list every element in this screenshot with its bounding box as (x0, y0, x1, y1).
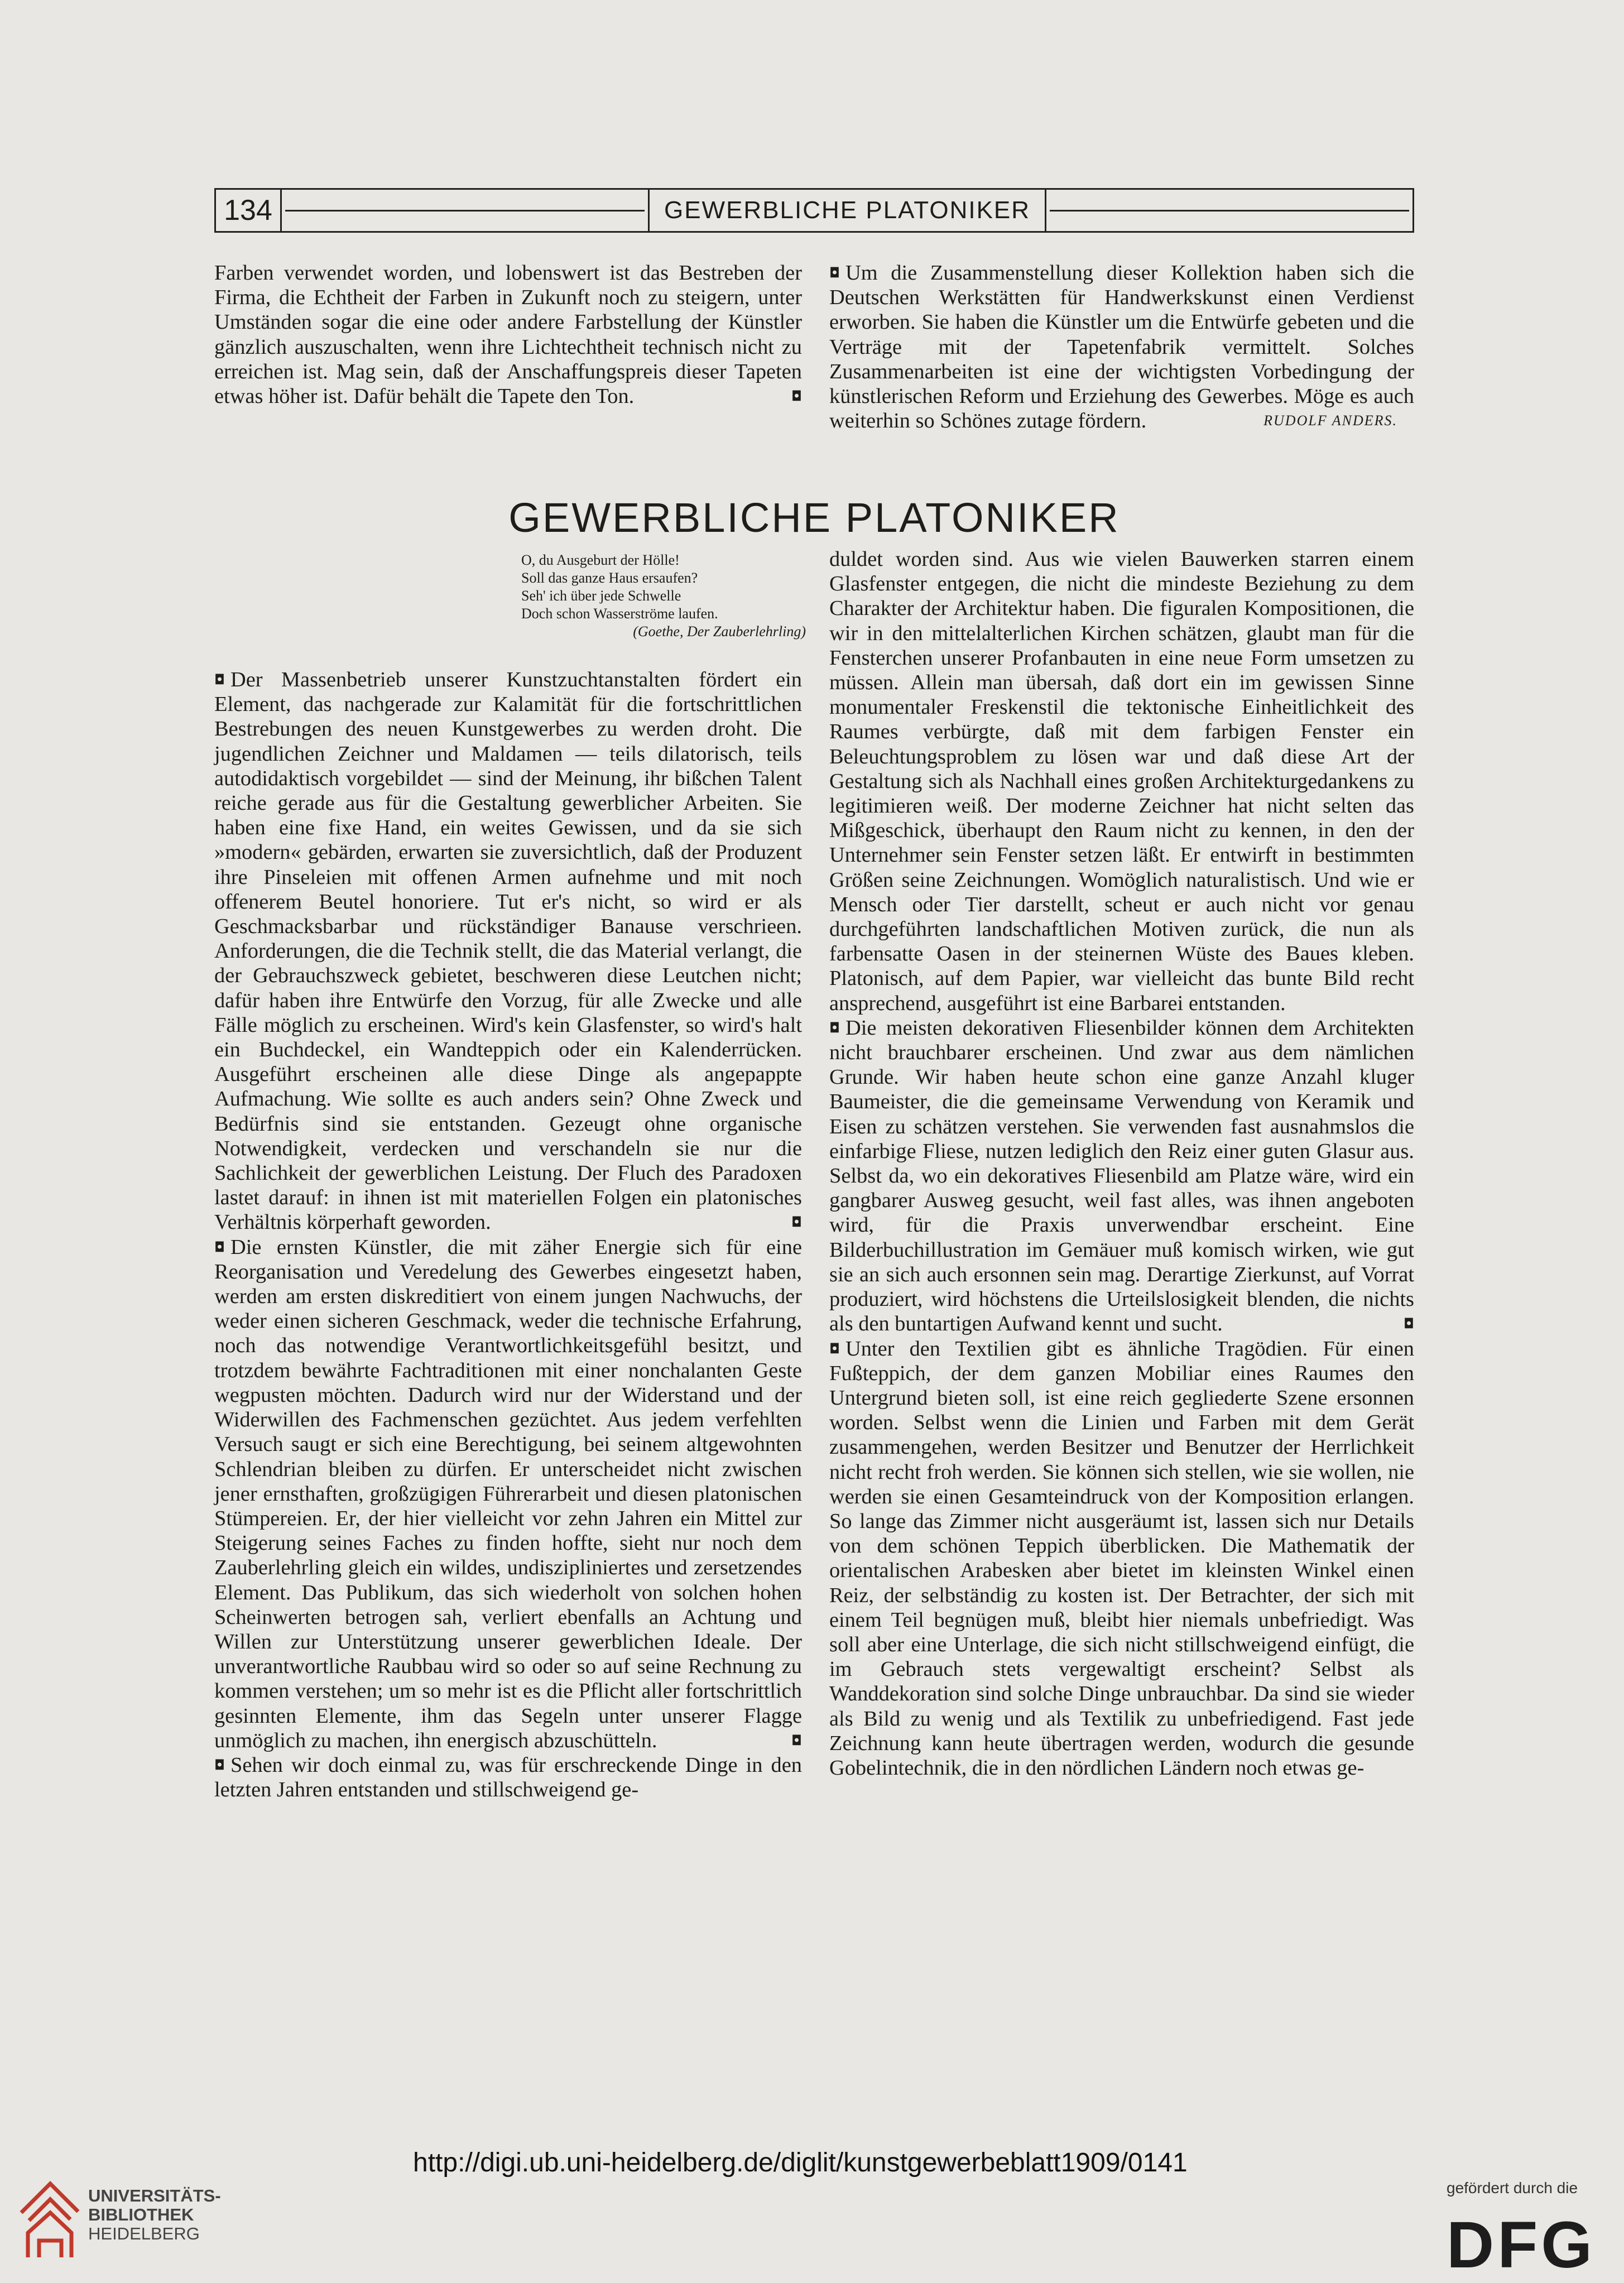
library-line: BIBLIOTHEK (88, 2205, 194, 2224)
article-title: GEWERBLICHE PLATONIKER (508, 494, 1120, 541)
article-paragraph: ◘ Unter den Textilien gibt es ähnliche Tragödien. Für einen Fußteppich, der dem ganzen Mobiliar eines Raumes den Untergrund bieten soll, ist eine reich gegliederte Szene ersonnen worden. Selbst wenn die Linien und Farben mit dem Gerät zusammengehen, werden Besitzer und Benutzer der Herrlichkeit nicht recht froh werden. Sie können sich stellen, wie sie wollen, nie werden sie einen Gesamteindruck von der Komposition erlangen. So lange das Zimmer nicht ausgeräumt ist, lassen sich nur Details von dem schönen Teppich überblicken. Die Mathematik der orientalischen Arabesken aber bietet im kleinsten Winkel einen Reiz, der selbständig zu kosten ist. Der Betrachter, der sich mit einem Teil begnügen muß, bleibt hier niemals unbefriedigt. Was soll aber eine Unterlage, die sich nicht stillschweigend einfügt, die im Gebrauch stets vergewaltigt erscheint? Selbst als Wanddekoration sind solche Dinge unbrauchbar. Da sind sie wieder als Bild zu wenig und als Textilik zu unbefriedigend. Fast jede Zeichnung kann heute übertragen werden, wodurch die gesunde Gobelintechnik, die in den nördlichen Ländern noch etwas ge- (829, 1337, 1414, 1780)
motto-line: Doch schon Wasserströme laufen. (521, 605, 718, 622)
article-paragraph: duldet worden sind. Aus wie vielen Bauwerken starren einem Glasfenster entgegen, die nicht die mindeste Beziehung zu dem Charakter der Architektur haben. Die figuralen Kompositionen, die wir in den mittelalterlichen Kirchen schätzen, glaubt man für die Fensterchen unserer Profanbauten in eine neue Form umsetzen zu müssen. Allein man übersah, daß dort ein im gewissen Sinne monumentaler Freskenstil die tektonische Einheitlichkeit des Raumes verbürgte, daß mit dem farbigen Fenster ein Beleuchtungsproblem zu lösen war und daß diese Art der Gestaltung sich als Nachhall eines großen Architekturgedankens zu legitimieren weiß. Der moderne Zeichner hat nicht selten das Mißgeschick, überhaupt den Raum nicht zu kennen, in den der Unternehmer sein Fenster setzen läßt. Er entwirft in bestimmten Größen seine Zeichnungen. Womöglich naturalistisch. Und wie er Mensch oder Tier darstellt, scheut er auch nicht vor genau durchgeführten landschaftlichen Motiven zurück, die nun als farbensatte Oasen in der steinernen Wüste des Baues kleben. Platonisch, auf dem Papier, war vielleicht das bunte Bild recht ansprechend, ausgeführt ist eine Barbarei entstanden. (829, 547, 1414, 1015)
running-title: GEWERBLICHE PLATONIKER (648, 190, 1046, 231)
paragraph-end-marker: ◘ (791, 1732, 802, 1748)
library-line: UNIVERSITÄTS- (88, 2186, 221, 2205)
top-left-paragraph: Farben verwendet worden, und lobenswert ist das Bestreben der Firma, die Echtheit der Farben in Zukunft noch zu steigern, unter Umständen sogar die eine oder andere Farbstellung der Künstler gänzlich auszuschalten, wenn ihre Lichtechtheit technisch nicht zu erreichen ist. Mag sein, daß der Anschaffungspreis dieser Tapeten etwas höher ist. Dafür behält die Tapete den Ton. ◘ (214, 261, 802, 408)
motto-line: O, du Ausgeburt der Hölle! (521, 552, 680, 568)
library-name (88, 2186, 221, 2243)
top-right-paragraph: ◘ Um die Zusammenstellung dieser Kollektion haben sich die Deutschen Werkstätten für Handwerkskunst einen Verdienst erworben. Sie haben die Künstler um die Entwürfe gebeten und die Verträge mit der Tapetenfabrik vermittelt. Solches Zusammenarbeiten ist eine der wichtigsten Vorbedingung der künstlerischen Reform und Erziehung des Gewerbes. Möge es auch weiterhin so Schönes zutage fördern. (829, 261, 1414, 433)
paragraph-marker: ◘ (214, 1757, 225, 1773)
article-left-column (214, 667, 802, 1802)
running-header (214, 188, 1414, 233)
paragraph-end-marker: ◘ (791, 388, 802, 405)
header-rule-right (1050, 210, 1409, 212)
motto-line: Soll das ganze Haus ersaufen? (521, 570, 698, 586)
motto-epigraph (521, 551, 806, 641)
motto-line: Seh' ich über jede Schwelle (521, 588, 681, 604)
motto-source: (Goethe, Der Zauberlehrling) (633, 623, 806, 640)
page-number: 134 (216, 190, 282, 231)
funding-label: gefördert durch die (1447, 2179, 1578, 2197)
article-paragraph: ◘ Die ernsten Künstler, die mit zäher Energie sich für eine Reorganisation und Veredelung des Gewerbes eingesetzt haben, werden am ersten diskreditiert von einem jungen Nachwuchs, der weder einen sicheren Geschmack, weder die technische Erfahrung, noch das notwendige Verantwortlichkeitsgefühl besitzt, und trotzdem bewährte Fachtraditionen mit einer nonchalanten Geste wegpusten möchten. Dadurch wird nur der Widerstand und der Widerwillen des Fachmenschen gezüchtet. Aus jedem verfehlten Versuch saugt er sich eine Berechtigung, bei seinem altgewohnten Schlendrian bleiben zu dürfen. Er unterscheidet nicht zwischen jener ernsthaften, großzügigen Führerarbeit und diesen platonischen Stümpereien. Er, der hier vielleicht vor zehn Jahren ein Mittel zur Steigerung seines Faches zu finden hoffte, sieht nur noch dem Zauberlehrling gleich ein wildes, undiszipliniertes und zersetzendes Element. Das Publikum, das sich wiederholt von solchen hohen Scheinwerten betrogen sah, verliert ebenfalls an Achtung und Willen zur Unterstützung unserer gewerblichen Ideale. Der unverantwortliche Raubbau wird so oder so auf seine Rechnung zu kommen verstehen; um so mehr ist es die Pflicht aller fortschrittlich gesinnten Elemente, ihm das Segeln unter unserer Flagge unmöglich zu machen, ihn energisch abzuschütteln. ◘ (214, 1235, 802, 1752)
paragraph-end-marker: ◘ (1404, 1316, 1414, 1332)
paragraph-marker: ◘ (829, 1340, 840, 1357)
article-paragraph: ◘ Der Massenbetrieb unserer Kunstzuchtanstalten fördert ein Element, das nachgerade zur Kalamität für die fortschrittlichen Bestrebungen des neuen Kunstgewerbes zu werden droht. Die jugendlichen Zeichner und Maldamen — teils dilatorisch, teils autodidaktisch vorgebildet — sind der Meinung, ihr bißchen Talent reiche gerade aus für die Gestaltung gewerblicher Arbeiten. Sie haben eine fixe Hand, ein weites Gewissen, und da sie sich »modern« gebärden, erwarten sie zuversichtlich, daß der Produzent ihre Pinseleien mit offenen Armen aufnehme und mit noch offenerem Beutel honoriere. Tut er's nicht, so wird er als Geschmacksbarbar und rückständiger Banause verschrieen. Anforderungen, die die Technik stellt, die das Material verlangt, die der Gebrauchszweck gebietet, beschweren diese Leutchen nicht; dafür haben ihre Entwürfe den Vorzug, für alle Zwecke und alle Fälle möglich zu erscheinen. Wird's kein Glasfenster, so wird's halt ein Buchdeckel, ein Wandteppich oder ein Kalenderrücken. Ausgeführt erscheinen alle diese Dinge als angepappte Aufmachung. Wie sollte es auch anders sein? Ohne Zweck und Bedürfnis sind sie entstanden. Gezeugt ohne organische Notwendigkeit, verdecken und verschandeln sie nur die Sachlichkeit der gewerblichen Leistung. Der Fluch des Paradoxen lastet darauf: in ihnen ist mit materiellen Folgen ein platonisches Verhältnis körperhaft geworden. ◘ (214, 668, 802, 1234)
dfg-logo: DFG (1447, 2208, 1596, 2282)
paragraph-end-marker: ◘ (791, 1214, 802, 1231)
paragraph-marker: ◘ (214, 1239, 225, 1255)
article-right-column (829, 547, 1414, 1780)
source-url-link[interactable]: http://digi.ub.uni-heidelberg.de/diglit/kunstgewerbeblatt1909/0141 (413, 2148, 1188, 2178)
paragraph-marker: ◘ (214, 672, 225, 688)
library-line: HEIDELBERG (88, 2224, 200, 2243)
article-paragraph: ◘ Sehen wir doch einmal zu, was für erschreckende Dinge in den letzten Jahren entstanden und stillschweigend ge- (214, 1753, 802, 1802)
author-signature: RUDOLF ANDERS. (1263, 412, 1397, 429)
paragraph-marker: ◘ (829, 265, 840, 281)
article-paragraph: ◘ Die meisten dekorativen Fliesenbilder können dem Architekten nicht brauchbarer erscheinen. Und zwar aus dem nämlichen Grunde. Wir haben heute schon eine ganze Anzahl kluger Baumeister, die die gemeinsame Verwendung von Keramik und Eisen zu schätzen verstehen. Sie verwenden fast ausnahmslos die einfarbige Fliese, nutzen lediglich den Reiz einer guten Glasur aus. Selbst da, wo ein dekoratives Fliesenbild am Platze wäre, wird ein gangbarer Ausweg gesucht, weil fast alles, was ihnen angeboten wird, für die Praxis unverwendbar erscheint. Eine Bilderbuchillustration im Gemäuer muß komisch wirken, wie gut sie an sich auch ersonnen sein mag. Derartige Zierkunst, auf Vorrat produziert, wird höchstens die Urteilslosigkeit blenden, die nichts als den buntartigen Aufwand kennt und sucht. ◘ (829, 1016, 1414, 1336)
top-right-column (829, 261, 1414, 434)
university-library-logo-icon (17, 2179, 83, 2263)
paragraph-marker: ◘ (829, 1020, 840, 1036)
header-rule-left (285, 210, 645, 212)
top-left-column (214, 261, 802, 408)
